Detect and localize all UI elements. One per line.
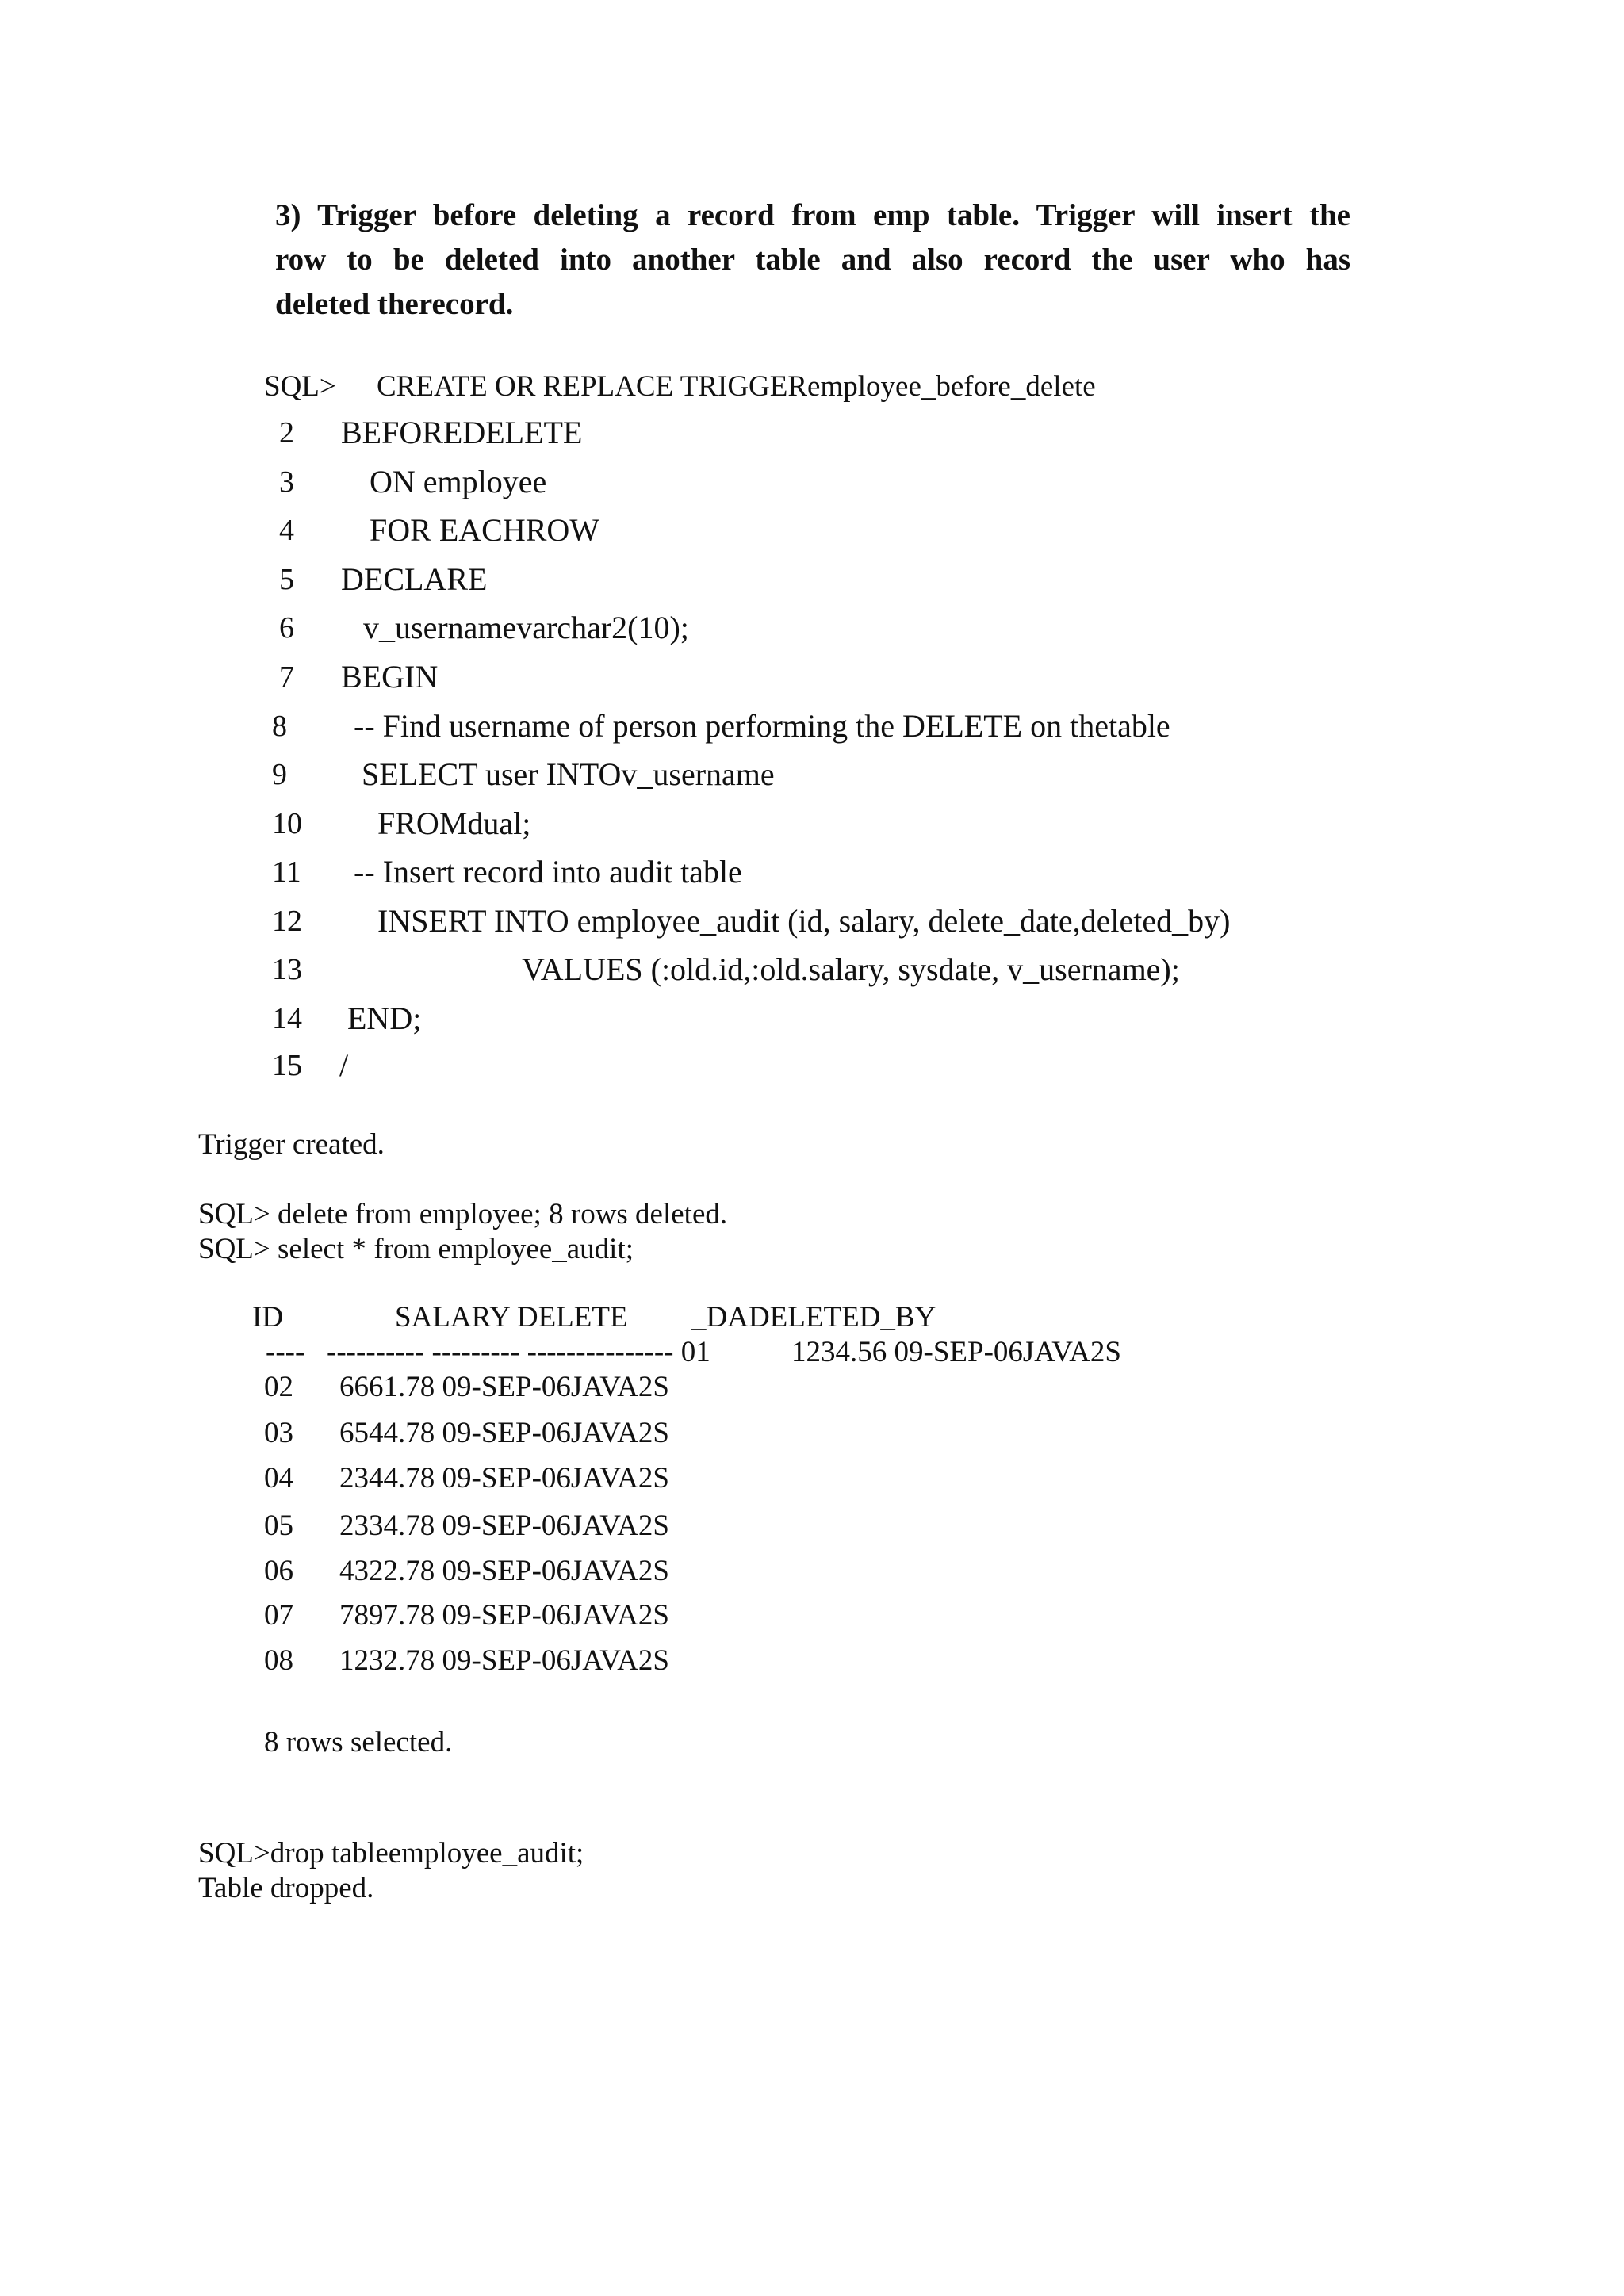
table-row: 2334.78 09-SEP-06JAVA2S [339,1510,669,1542]
table-row-id: 03 [264,1417,293,1449]
table-row-id: 04 [264,1462,293,1494]
line-number: 10 [272,807,302,840]
line-number: 9 [272,758,287,791]
code-line: -- Insert record into audit table [354,854,742,890]
code-line-1: CREATE OR REPLACE TRIGGERemployee_before_delete [377,370,1096,403]
table-row-id: 05 [264,1510,293,1542]
table-row: 7897.78 09-SEP-06JAVA2S [339,1599,669,1632]
column-header-id: ID [252,1301,284,1334]
code-line: BEFOREDELETE [341,415,583,450]
table-row: 6544.78 09-SEP-06JAVA2S [339,1417,669,1449]
code-line: INSERT INTO employee_audit (id, salary, delete_date,deleted_by) [377,903,1231,939]
column-header-deleted-by: _DADELETED_BY [691,1301,936,1334]
code-line: / [339,1047,349,1083]
heading-line-3: deleted therecord. [275,287,514,321]
table-row: 2344.78 09-SEP-06JAVA2S [339,1462,669,1494]
table-row: 6661.78 09-SEP-06JAVA2S [339,1371,669,1403]
code-line: BEGIN [341,659,439,695]
rows-selected-message: 8 rows selected. [264,1726,453,1758]
code-line: FROMdual; [377,806,531,841]
column-header-salary-delete: SALARY DELETE [395,1301,628,1334]
select-command: SQL> select * from employee_audit; [198,1233,634,1265]
line-number: 13 [272,953,302,986]
table-row-id: 06 [264,1555,293,1587]
table-dropped-message: Table dropped. [198,1872,374,1904]
line-number: 15 [272,1049,302,1082]
table-row-id: 02 [264,1371,293,1403]
table-row: 1232.78 09-SEP-06JAVA2S [339,1644,669,1677]
code-line: SELECT user INTOv_username [362,756,775,792]
section-heading [275,193,1350,327]
code-line: END; [347,1001,422,1036]
line-number: 3 [279,465,294,499]
line-number: 12 [272,905,302,938]
code-line: DECLARE [341,561,488,597]
heading-line-2: row to be deleted into another table and also record the user who has [275,243,1350,277]
code-line: v_usernamevarchar2(10); [363,610,689,645]
code-line: FOR EACHROW [370,512,600,548]
table-separator: ---- ---------- --------- --------------- 01 [266,1336,710,1368]
line-number: 14 [272,1002,302,1035]
line-number: 8 [272,710,287,743]
code-line: -- Find username of person performing the DELETE on thetable [354,708,1170,744]
drop-command: SQL>drop tableemployee_audit; [198,1837,584,1869]
code-line: VALUES (:old.id,:old.salary, sysdate, v_username); [522,951,1180,987]
table-row-id: 07 [264,1599,293,1632]
line-number: 5 [279,563,294,596]
code-line: ON employee [370,464,547,499]
line-number: 6 [279,611,294,645]
sql-prompt: SQL> [264,370,336,403]
line-number: 2 [279,416,294,450]
line-number: 4 [279,514,294,547]
delete-command: SQL> delete from employee; 8 rows deleted. [198,1198,728,1230]
table-row-id: 08 [264,1644,293,1677]
table-row: 4322.78 09-SEP-06JAVA2S [339,1555,669,1587]
trigger-created-message: Trigger created. [198,1128,385,1161]
heading-line-1: 3) Trigger before deleting a record from emp table. Trigger will insert the [275,198,1350,232]
table-row-first: 1234.56 09-SEP-06JAVA2S [791,1336,1121,1368]
line-number: 7 [279,660,294,694]
line-number: 11 [272,855,301,889]
